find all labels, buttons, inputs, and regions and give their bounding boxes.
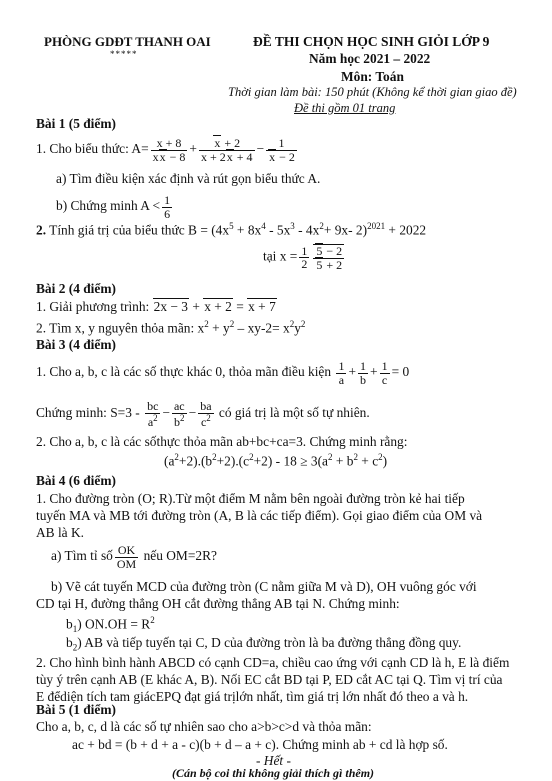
bai4-q1b1: $b_1$) $ON.OH = R^2$ [66, 615, 155, 635]
bai5-title: Bài 5 (1 điểm) [36, 702, 116, 717]
bai4-q1-line2: tuyến MA và MB tới đường tròn (A, B là các tiếp điểm). Gọi giao điểm của OM và [36, 508, 483, 523]
bai1-q2-at [263, 244, 346, 271]
bai1-q1b-text: b) Chứng minh A < [56, 198, 161, 214]
bai4-q1a-tail: nếu OM=2R? [143, 548, 217, 564]
bai3-q1-prove: Chứng minh: S=3 - $\frac{bc}{a^2}$ − $\frac{ac}{b^2}$ − $\frac{ba}{c^2}$ có giá trị là một số tự nhiên. [36, 399, 370, 429]
frac-1a: $\frac{1}{a}$ [338, 359, 345, 387]
bai4-q1-line1: 1. Cho đường tròn (O; R).Từ một điểm M nằm bên ngoài đường tròn kẻ hai tiếp [36, 491, 465, 506]
bai5-line1: Cho a, b, c, d là các số tự nhiên sao cho a>b>c>d và thỏa mãn: [36, 719, 372, 734]
bai4-q1-line3: AB là K. [36, 525, 84, 540]
bai3-title: Bài 3 (4 điểm) [36, 337, 116, 352]
bai1-q1a: a) Tìm điều kiện xác định và rút gọn biểu thức A. [56, 171, 321, 186]
header-stars: ***** [110, 49, 138, 59]
frac-ac: $\frac{ac}{b^2}$ [173, 399, 185, 429]
bai4-q1b2-text: AB và tiếp tuyến tại C, D của đường tròn là ba đường thẳng đồng quy. [84, 635, 462, 650]
bai5-line2: ac + bd = (b + d + a - c)(b + d – a + c). Chứng minh ab + cd là hợp số. [72, 737, 448, 752]
bai3-q2: 2. Cho a, b, c là các sốthực thỏa mãn ab+bc+ca=3. Chứng minh rằng: [36, 434, 408, 449]
bai1-q1-intro: 1. Cho biểu thức: A= [36, 141, 149, 157]
bai4-title: Bài 4 (6 điểm) [36, 473, 116, 488]
bai4-q1a [51, 544, 217, 570]
bai4-q1b1-text: ON.OH = R [85, 616, 151, 632]
fraction-1: $\frac{x + 8}{xx - 8}$ [152, 136, 186, 164]
fraction-2: $\frac{x + 2}{x + 2x + 4}$ [200, 136, 253, 164]
bai4-q2-line3: E đểdiện tích tam giácEPQ đạt giá trịlớn nhất, tìm giá trị lớn nhất đó theo a và h. [36, 689, 469, 704]
frac-1b: $\frac{1}{b}$ [360, 359, 366, 387]
bai1-q2: 2. Tính giá trị của biểu thức $B = (4x^5 + 8x^4 - 5x^3 - 4x^2+ 9x-$ 2)$^{2021}$ + 2022 [36, 221, 427, 238]
bai4-q1b-line1: b) Vẽ cát tuyến MCD của đường tròn (C nằm giữa M và D), OH vuông góc với [51, 579, 477, 594]
bai3-prove-text: Chứng minh: S=3 - [36, 405, 140, 421]
bai1-q1b [56, 194, 174, 220]
fraction-3: $\frac{1}{x - 2}$ [266, 137, 297, 163]
school-year: Năm học 2021 – 2022 [309, 51, 431, 66]
bai1-q1: 1. Cho biểu thức: A= $\frac{x + 8}{xx - 8}$ + $\frac{x + 2}{x + 2x + 4}$ − $\frac{1}{x - 2}$ [36, 136, 295, 164]
office-name: PHÒNG GDĐT THANH OAI [44, 34, 211, 49]
bai2-q2-text: 2. Tìm x, y nguyên thỏa mãn: x [36, 320, 205, 336]
page-count: Đề thi gồm 01 trang [294, 101, 396, 115]
sqrt-fraction: $\frac{5 - 2}{5 + 2}$ [313, 244, 344, 271]
bai4-q1b-line2: CD tại H, đường thẳng OH cắt đường thẳng AB tại N. Chứng minh: [36, 596, 400, 611]
bai4-q2-line2: tùy ý trên cạnh AB (E khác A, B). Nối EC cắt BD tại P, ED cắt AC tại Q. Tìm vị trí của [36, 672, 503, 687]
end-marker: - Hết - [256, 753, 291, 768]
bai2-title: Bài 2 (4 điểm) [36, 281, 116, 296]
fraction-1-6: $\frac{1}{6}$ [164, 193, 171, 221]
exam-title: ĐỀ THI CHỌN HỌC SINH GIỎI LỚP 9 [253, 34, 490, 49]
frac-ba: $\frac{ba}{c^2}$ [200, 399, 212, 429]
bai2-q1: 1. Giải phương trình: 2x − 3 + x + 2 = x + 7 [36, 299, 276, 314]
footer-note: (Cán bộ coi thi không giải thích gì thêm) [172, 766, 375, 780]
bai3-q2-ineq: $(a^2+2).(b^2+2).(c^2+2) - 18 \ge 3(a^2 + b^2 + c^2)$ [164, 452, 388, 469]
fraction-half: $\frac{1}{2}$ [301, 243, 308, 272]
subject: Môn: Toán [341, 69, 404, 84]
frac-ok-om: $\frac{OK}{OM}$ [116, 543, 137, 571]
bai4-q2-line1: 2. Cho hình bình hành ABCD có cạnh CD=a, chiều cao ứng với cạnh CD là h, E là điểm [36, 655, 510, 670]
bai2-q1-text: 1. Giải phương trình: [36, 299, 150, 314]
at-x-label: tại x = [263, 248, 298, 264]
bai3-q1-text: 1. Cho a, b, c là các số thực khác 0, thỏa mãn điều kiện [36, 364, 332, 380]
bai4-q1b2: $b_2$) AB và tiếp tuyến tại C, D của đường tròn là ba đường thẳng đồng quy. [66, 635, 462, 653]
exam-time: Thời gian làm bài: 150 phút (Không kể thời gian giao đề) [228, 85, 517, 99]
bai2-q2: 2. Tìm x, y nguyên thỏa mãn: $x^2 + y^2 - xy-2= x^2y^2$ [36, 319, 306, 336]
bai3-q1-tail: có giá trị là một số tự nhiên. [218, 405, 370, 421]
frac-bc: $\frac{bc}{a^2}$ [147, 399, 159, 429]
frac-1c: $\frac{1}{c}$ [381, 359, 388, 387]
bai1-title: Bài 1 (5 điểm) [36, 116, 116, 131]
bai3-q1: 1. Cho a, b, c là các số thực khác 0, thỏa mãn điều kiện $\frac{1}{a}$ + $\frac{1}{b}$ + $\frac{1}{c}$ = 0 [36, 359, 410, 387]
bai4-q1a-text: a) Tìm tỉ số [51, 548, 113, 564]
